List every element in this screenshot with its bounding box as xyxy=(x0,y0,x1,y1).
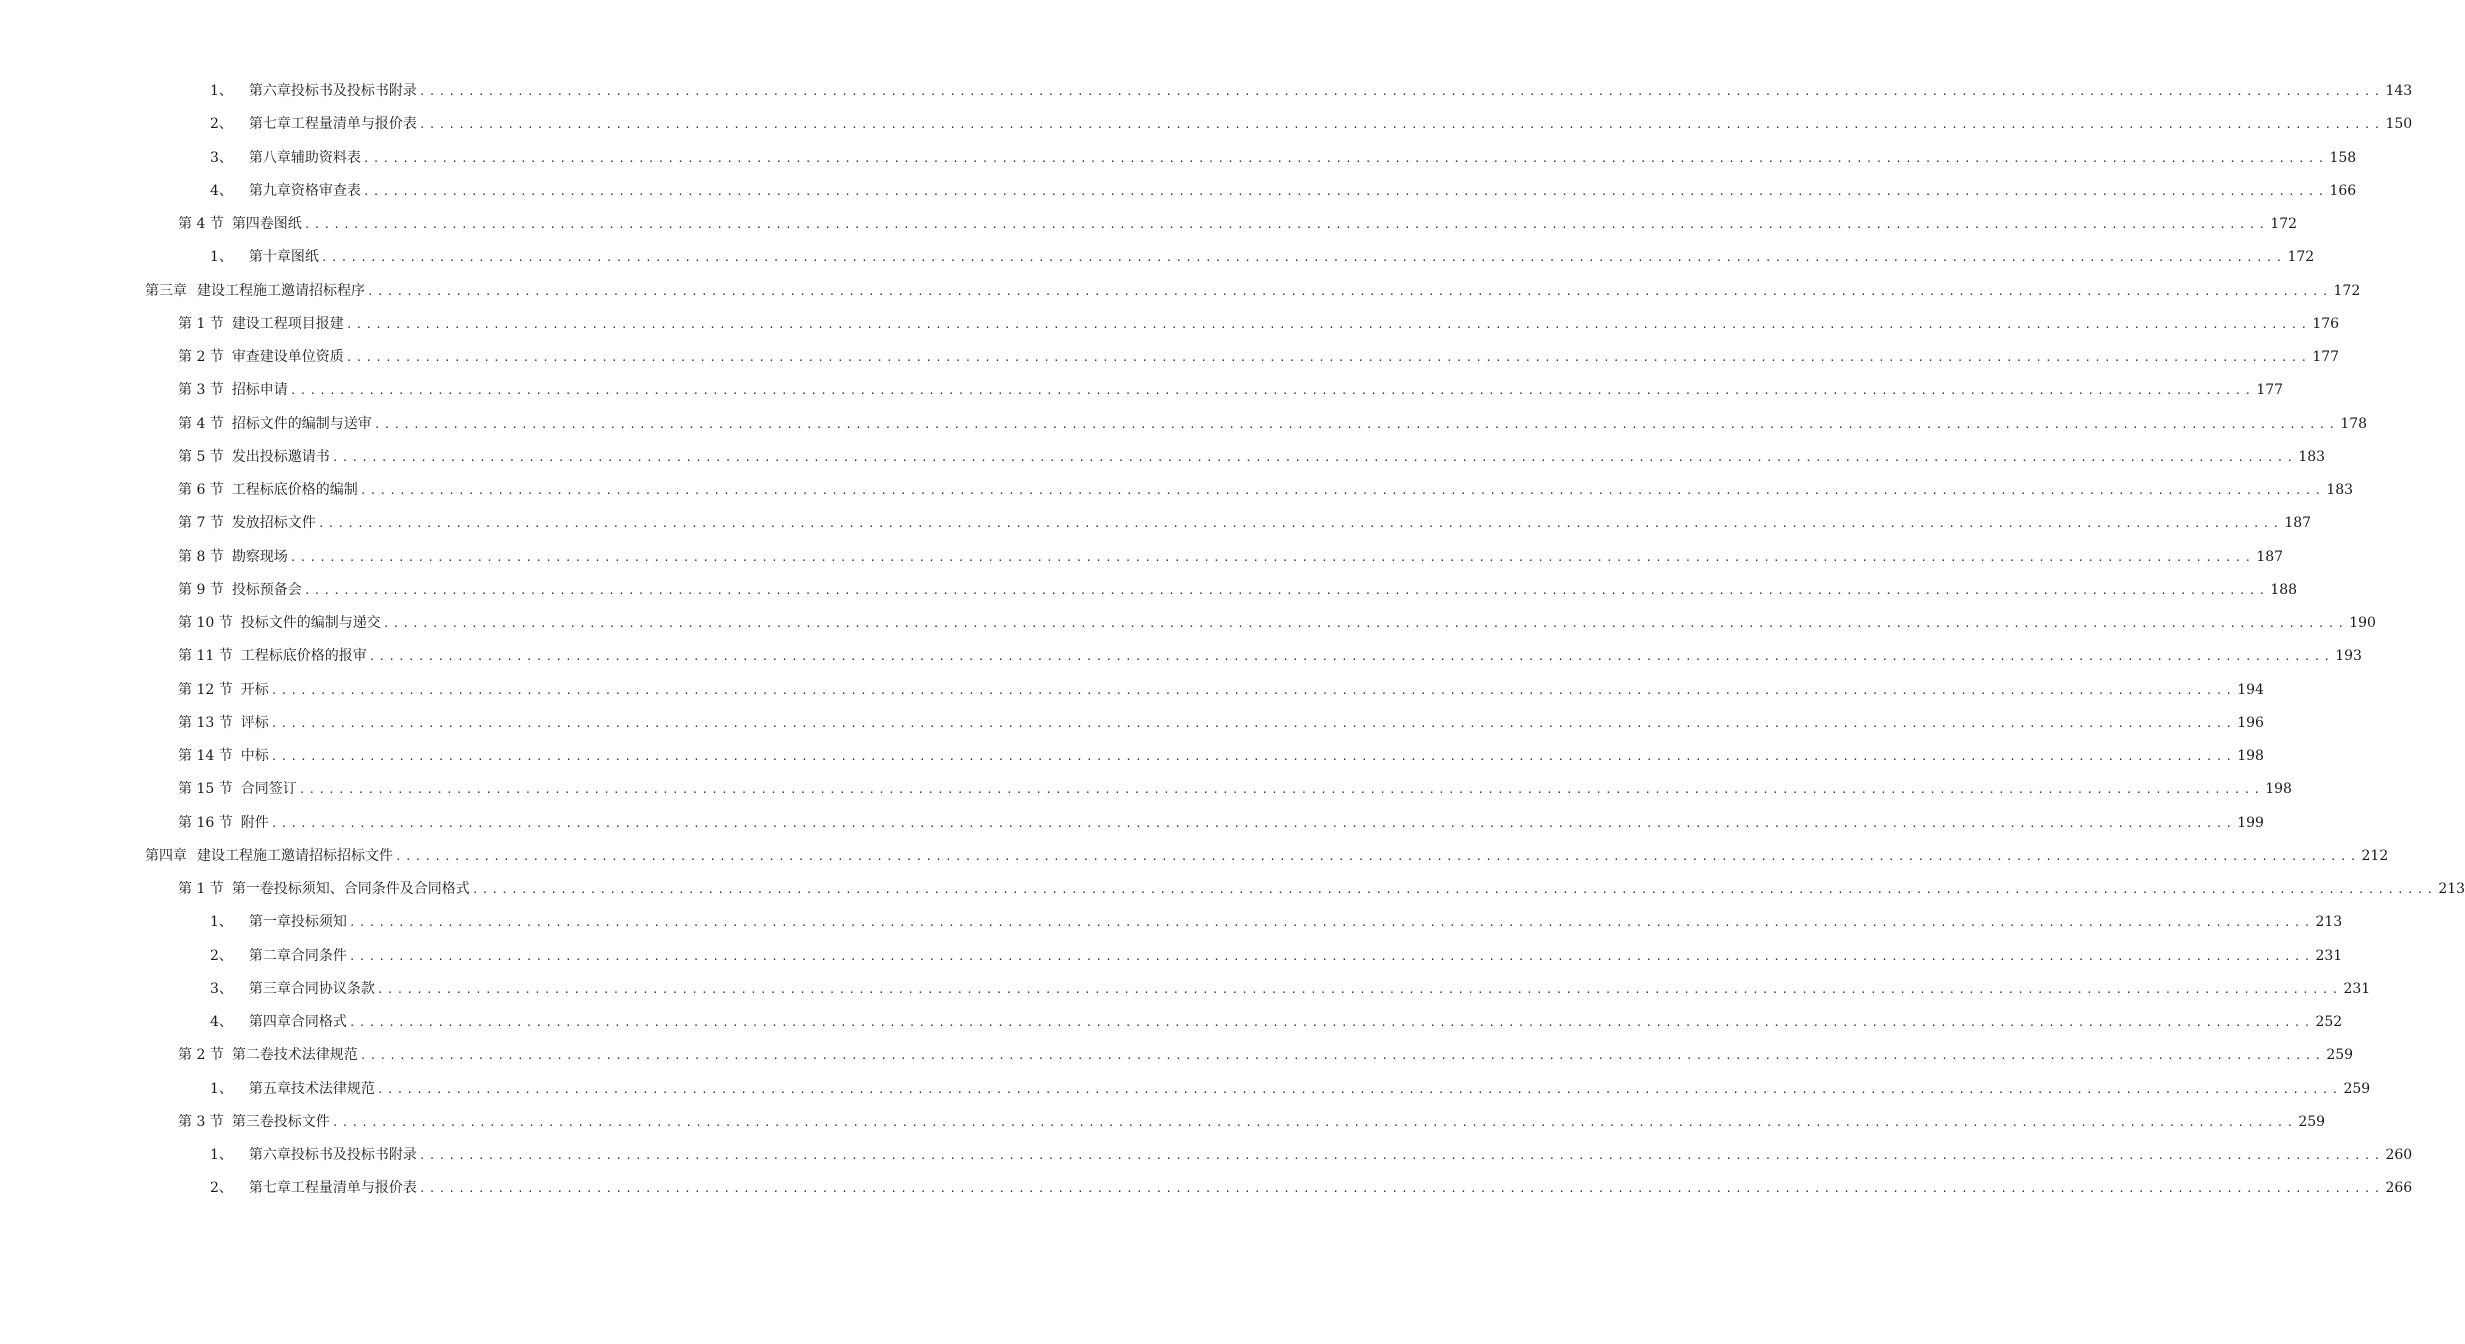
toc-entry-page-number: 158 xyxy=(2329,149,2357,166)
toc-entry-number: 第 10 节 xyxy=(178,615,233,631)
toc-dot-leader: ........................................................................................................................................................................................................ xyxy=(348,916,2314,930)
toc-entry-title: 第四卷图纸 xyxy=(231,216,302,232)
toc-entry[interactable] xyxy=(0,840,2389,873)
toc-entry-number: 1、 xyxy=(210,83,233,99)
toc-entry-title: 第一卷投标须知、合同条件及合同格式 xyxy=(231,881,470,897)
toc-entry-title: 第六章投标书及投标书附录 xyxy=(248,83,417,99)
toc-dot-leader: ........................................................................................................................................................................................................ xyxy=(395,849,2360,863)
toc-entry-title: 附件 xyxy=(240,814,269,831)
toc-entry[interactable] xyxy=(0,208,2298,241)
toc-entry-page-number: 178 xyxy=(2340,415,2368,432)
toc-entry-page-number: 213 xyxy=(2315,914,2343,931)
toc-entry-page-number: 176 xyxy=(2312,315,2340,332)
toc-entry-title: 工程标底价格的编制 xyxy=(231,482,358,498)
toc-entry-title: 发出投标邀请书 xyxy=(231,448,330,465)
toc-dot-leader: ........................................................................................................................................................................................................ xyxy=(331,450,2297,464)
toc-dot-leader: ........................................................................................................................................................................................................ xyxy=(289,550,2255,564)
toc-entry-title: 第八章辅助资料表 xyxy=(248,149,361,166)
toc-entry[interactable] xyxy=(0,541,2284,574)
toc-entry-title: 第六章投标书及投标书附录 xyxy=(248,1147,417,1163)
toc-entry-number: 1、 xyxy=(210,914,233,931)
toc-dot-leader: ........................................................................................................................................................................................................ xyxy=(270,750,2236,763)
toc-entry[interactable] xyxy=(0,640,2362,673)
toc-entry[interactable] xyxy=(0,674,2264,707)
toc-dot-leader: ........................................................................................................................................................................................................ xyxy=(270,816,2236,830)
toc-entry-title: 第七章工程量清单与报价表 xyxy=(248,1180,417,1197)
toc-entry[interactable] xyxy=(0,1039,2354,1072)
toc-entry-page-number: 212 xyxy=(2361,847,2389,864)
toc-dot-leader: ........................................................................................................................................................................................................ xyxy=(359,1049,2325,1063)
toc-entry-page-number: 150 xyxy=(2385,116,2413,133)
toc-entry-title: 第二章合同条件 xyxy=(248,947,347,964)
toc-entry-number: 第 6 节 xyxy=(178,482,224,498)
toc-entry[interactable] xyxy=(0,308,2340,341)
toc-dot-leader: ........................................................................................................................................................................................................ xyxy=(298,783,2264,797)
toc-entry-page-number: 196 xyxy=(2237,714,2264,731)
toc-entry-title: 中标 xyxy=(240,748,269,764)
toc-entry-page-number: 177 xyxy=(2312,349,2340,365)
toc-entry-title: 工程标底价格的报审 xyxy=(240,648,367,665)
toc-entry-number: 第 13 节 xyxy=(178,714,233,731)
toc-entry-title: 投标预备会 xyxy=(231,581,302,598)
toc-entry-number: 第 15 节 xyxy=(178,781,233,798)
toc-entry-page-number: 183 xyxy=(2298,448,2326,465)
toc-dot-leader: ........................................................................................................................................................................................................ xyxy=(348,1016,2314,1029)
toc-entry-number: 第四章 xyxy=(145,847,187,864)
toc-entry-number: 第 3 节 xyxy=(178,382,224,399)
toc-entry-title: 开标 xyxy=(240,681,269,698)
toc-entry[interactable] xyxy=(0,175,2357,208)
toc-entry-page-number: 260 xyxy=(2385,1147,2413,1163)
toc-entry-page-number: 166 xyxy=(2329,182,2357,199)
toc-entry[interactable] xyxy=(0,341,2340,374)
toc-entry-title: 审查建设单位资质 xyxy=(231,349,344,365)
toc-entry[interactable] xyxy=(0,940,2343,973)
toc-entry-page-number: 231 xyxy=(2315,947,2343,964)
toc-entry-number: 2、 xyxy=(210,116,233,133)
toc-dot-leader: ........................................................................................................................................................................................................ xyxy=(376,982,2342,996)
toc-entry-number: 2、 xyxy=(210,1180,233,1197)
toc-entry[interactable] xyxy=(0,740,2264,773)
toc-entry-number: 第 4 节 xyxy=(178,415,224,432)
table-of-contents xyxy=(0,75,2465,1206)
toc-entry[interactable] xyxy=(0,108,2413,141)
toc-entry-number: 第 8 节 xyxy=(178,548,224,565)
toc-dot-leader: ........................................................................................................................................................................................................ xyxy=(345,317,2311,331)
toc-entry-title: 建设工程项目报建 xyxy=(231,315,344,332)
toc-entry[interactable] xyxy=(0,408,2368,441)
toc-entry-title: 第三卷投标文件 xyxy=(231,1113,330,1130)
toc-entry-number: 第 3 节 xyxy=(178,1113,224,1130)
toc-entry-number: 第 5 节 xyxy=(178,448,224,465)
toc-entry[interactable] xyxy=(0,507,2312,540)
toc-dot-leader: ........................................................................................................................................................................................................ xyxy=(418,1149,2384,1162)
toc-dot-leader: ........................................................................................................................................................................................................ xyxy=(317,517,2283,531)
toc-dot-leader: ........................................................................................................................................................................................................ xyxy=(382,617,2348,630)
toc-dot-leader: ........................................................................................................................................................................................................ xyxy=(362,184,2328,198)
toc-dot-leader: ........................................................................................................................................................................................................ xyxy=(270,716,2236,730)
toc-entry-number: 3、 xyxy=(210,980,233,997)
toc-entry-number: 3、 xyxy=(210,149,233,166)
toc-entry-number: 第 2 节 xyxy=(178,1047,224,1064)
toc-entry-number: 第 1 节 xyxy=(178,881,224,897)
toc-dot-leader: ........................................................................................................................................................................................................ xyxy=(270,683,2236,697)
toc-entry-number: 1、 xyxy=(210,1147,233,1163)
toc-dot-leader: ........................................................................................................................................................................................................ xyxy=(368,650,2334,664)
toc-entry-number: 第 2 节 xyxy=(178,349,224,365)
toc-entry-number: 1、 xyxy=(210,1080,233,1097)
toc-entry-title: 第二卷技术法律规范 xyxy=(231,1047,358,1064)
toc-entry-title: 第七章工程量清单与报价表 xyxy=(248,116,417,133)
toc-dot-leader: ........................................................................................................................................................................................................ xyxy=(320,251,2286,265)
toc-dot-leader: ........................................................................................................................................................................................................ xyxy=(367,284,2332,298)
toc-entry-page-number: 183 xyxy=(2326,482,2354,498)
toc-entry-title: 招标文件的编制与送审 xyxy=(231,415,372,432)
toc-entry-title: 合同签订 xyxy=(240,781,297,798)
toc-entry-page-number: 259 xyxy=(2326,1047,2354,1064)
toc-entry-number: 第 1 节 xyxy=(178,315,224,332)
toc-entry[interactable] xyxy=(0,75,2413,108)
toc-dot-leader: ........................................................................................................................................................................................................ xyxy=(418,1182,2384,1196)
toc-entry[interactable] xyxy=(0,241,2315,274)
toc-entry-title: 第五章技术法律规范 xyxy=(248,1080,375,1097)
toc-dot-leader: ........................................................................................................................................................................................................ xyxy=(348,949,2314,963)
toc-entry[interactable] xyxy=(0,1106,2326,1139)
toc-entry[interactable] xyxy=(0,275,2361,308)
toc-entry-title: 第四章合同格式 xyxy=(248,1014,347,1030)
toc-entry-number: 2、 xyxy=(210,947,233,964)
toc-entry-page-number: 231 xyxy=(2343,980,2371,997)
toc-entry-title: 第一章投标须知 xyxy=(248,914,347,931)
toc-entry[interactable] xyxy=(0,1172,2413,1205)
toc-entry[interactable] xyxy=(0,1006,2343,1039)
toc-entry-number: 第 16 节 xyxy=(178,814,233,831)
toc-dot-leader: ........................................................................................................................................................................................................ xyxy=(376,1082,2342,1096)
toc-entry[interactable] xyxy=(0,1139,2413,1172)
toc-entry-number: 第 11 节 xyxy=(178,648,233,665)
toc-entry[interactable] xyxy=(0,574,2298,607)
toc-entry-page-number: 187 xyxy=(2256,548,2284,565)
toc-entry[interactable] xyxy=(0,707,2264,740)
toc-entry-title: 投标文件的编制与递交 xyxy=(240,615,381,631)
toc-entry-page-number: 188 xyxy=(2270,581,2298,598)
toc-entry[interactable] xyxy=(0,807,2264,840)
toc-entry-page-number: 177 xyxy=(2256,382,2284,399)
toc-entry-page-number: 193 xyxy=(2335,648,2362,665)
toc-entry-number: 第三章 xyxy=(145,282,187,299)
toc-entry-number: 第 14 节 xyxy=(178,748,233,764)
toc-entry-title: 第三章合同协议条款 xyxy=(248,980,375,997)
toc-entry-page-number: 172 xyxy=(2287,249,2315,266)
toc-entry-number: 第 9 节 xyxy=(178,581,224,598)
toc-entry-title: 第十章图纸 xyxy=(248,249,319,266)
toc-entry-number: 4、 xyxy=(210,182,233,199)
toc-entry-page-number: 199 xyxy=(2237,814,2264,831)
toc-entry-number: 第 12 节 xyxy=(178,681,233,698)
toc-entry-title: 发放招标文件 xyxy=(231,515,316,532)
toc-entry-number: 4、 xyxy=(210,1014,233,1030)
toc-entry-page-number: 259 xyxy=(2298,1113,2326,1130)
toc-entry-page-number: 194 xyxy=(2237,681,2264,698)
toc-entry[interactable] xyxy=(0,474,2354,507)
toc-entry-title: 招标申请 xyxy=(231,382,288,399)
toc-entry-page-number: 266 xyxy=(2385,1180,2413,1197)
toc-dot-leader: ........................................................................................................................................................................................................ xyxy=(471,883,2437,896)
toc-entry-number: 第 4 节 xyxy=(178,216,224,232)
toc-entry-page-number: 198 xyxy=(2265,781,2292,798)
toc-entry-title: 建设工程施工邀请招标程序 xyxy=(197,282,365,299)
toc-entry-page-number: 213 xyxy=(2438,881,2465,897)
toc-dot-leader: ........................................................................................................................................................................................................ xyxy=(289,384,2255,398)
toc-entry[interactable] xyxy=(0,773,2292,806)
toc-entry-page-number: 259 xyxy=(2343,1080,2371,1097)
toc-entry[interactable] xyxy=(0,973,2371,1006)
toc-entry-title: 第九章资格审查表 xyxy=(248,182,361,199)
toc-dot-leader: ........................................................................................................................................................................................................ xyxy=(373,417,2339,431)
toc-entry-title: 评标 xyxy=(240,714,269,731)
toc-dot-leader: ........................................................................................................................................................................................................ xyxy=(418,118,2384,132)
toc-dot-leader: ........................................................................................................................................................................................................ xyxy=(303,583,2269,597)
toc-entry-page-number: 187 xyxy=(2284,515,2312,532)
toc-dot-leader: ........................................................................................................................................................................................................ xyxy=(418,85,2384,98)
toc-entry-page-number: 198 xyxy=(2237,748,2264,764)
toc-entry[interactable] xyxy=(0,142,2357,175)
toc-dot-leader: ........................................................................................................................................................................................................ xyxy=(303,218,2269,231)
toc-entry-title: 勘察现场 xyxy=(231,548,288,565)
toc-dot-leader: ........................................................................................................................................................................................................ xyxy=(362,151,2328,165)
toc-entry[interactable] xyxy=(0,441,2326,474)
toc-entry-page-number: 172 xyxy=(2333,282,2361,299)
toc-dot-leader: ........................................................................................................................................................................................................ xyxy=(359,484,2325,497)
toc-entry-number: 第 7 节 xyxy=(178,515,224,532)
toc-dot-leader: ........................................................................................................................................................................................................ xyxy=(345,351,2311,364)
toc-dot-leader: ........................................................................................................................................................................................................ xyxy=(331,1115,2297,1129)
toc-entry-page-number: 252 xyxy=(2315,1014,2343,1030)
toc-entry-title: 建设工程施工邀请招标招标文件 xyxy=(197,847,393,864)
toc-entry-page-number: 190 xyxy=(2349,615,2376,631)
toc-entry[interactable] xyxy=(0,1073,2371,1106)
toc-entry[interactable] xyxy=(0,374,2284,407)
toc-entry-page-number: 172 xyxy=(2270,216,2298,232)
toc-entry[interactable] xyxy=(0,607,2376,640)
toc-entry[interactable] xyxy=(0,873,2465,906)
toc-entry[interactable] xyxy=(0,906,2343,939)
toc-entry-number: 1、 xyxy=(210,249,233,266)
toc-entry-page-number: 143 xyxy=(2385,83,2413,99)
